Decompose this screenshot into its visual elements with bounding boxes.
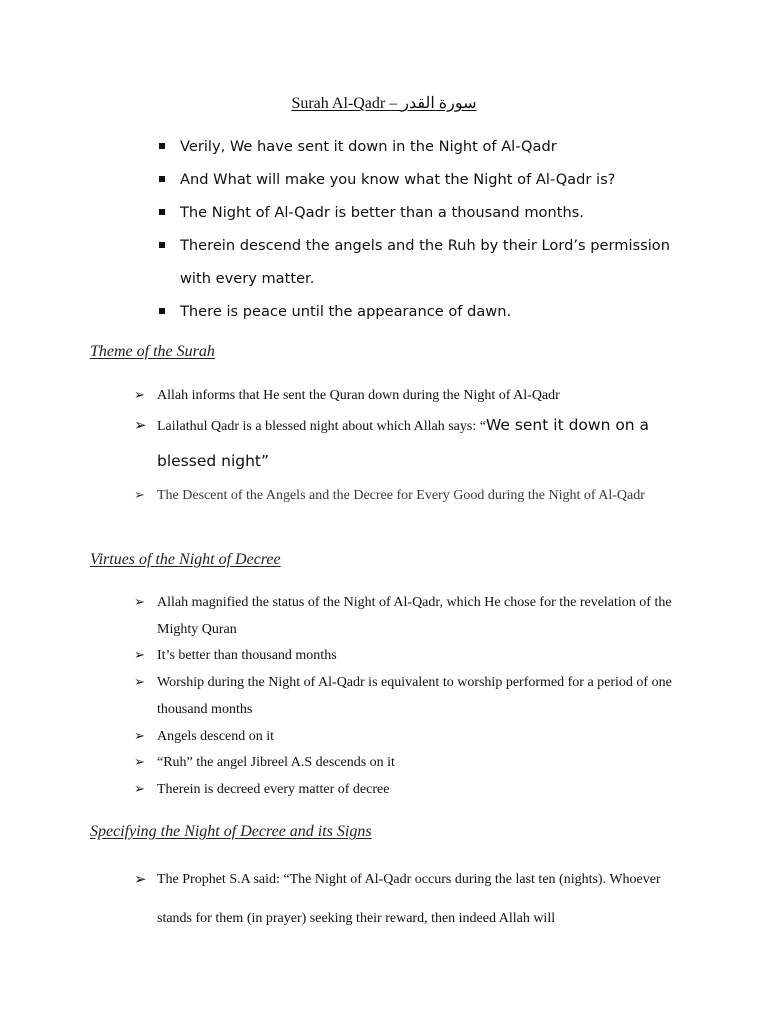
verse-item <box>158 130 698 163</box>
verse-list <box>158 130 698 328</box>
arrow-bullet-icon: ➢ <box>134 781 145 797</box>
arrow-bullet-icon: ➢ <box>134 488 145 503</box>
arrow-bullet-icon: ➢ <box>134 595 145 610</box>
arrow-bullet-icon: ➢ <box>134 755 145 771</box>
theme-list <box>134 384 694 509</box>
virtues-list <box>134 590 694 804</box>
list-item-text: The Prophet S.A said: “The Night of Al-Qadr occurs during the last ten (nights). Whoever stands for them (in prayer) seeking their reward, then indeed Allah will <box>157 872 661 926</box>
list-item <box>134 482 694 509</box>
list-item <box>134 860 694 938</box>
list-item <box>134 643 694 670</box>
arrow-bullet-icon: ➢ <box>134 416 147 434</box>
list-item-text: Allah informs that He sent the Quran down during the Night of Al-Qadr <box>157 388 560 403</box>
verse-item <box>158 196 698 229</box>
verse-text: Therein descend the angels and the Ruh by their Lord’s permission with every matter. <box>180 237 670 287</box>
section-heading-theme: Theme of the Surah <box>90 343 215 360</box>
list-item-text: The Descent of the Angels and the Decree for Every Good during the Night of Al-Qadr <box>157 488 645 503</box>
title-text: Surah Al-Qadr – <box>291 95 402 112</box>
list-item-emphasis: We sent it down on a blessed night” <box>157 416 650 470</box>
verse-text: There is peace until the appearance of dawn. <box>180 303 512 320</box>
verse-text: The Night of Al-Qadr is better than a thousand months. <box>180 204 584 221</box>
list-item-text: Lailathul Qadr is a blessed night about which Allah says: “ <box>157 419 486 434</box>
list-item <box>134 724 694 751</box>
arrow-bullet-icon: ➢ <box>134 388 145 403</box>
list-item-text: Allah magnified the status of the Night of Al-Qadr, which He chose for the revelation of the Mighty Quran <box>157 595 672 637</box>
arrow-bullet-icon: ➢ <box>134 675 145 691</box>
verse-text: And What will make you know what the Night of Al-Qadr is? <box>180 171 616 188</box>
list-item <box>134 408 694 480</box>
arrow-bullet-icon: ➢ <box>134 728 145 744</box>
list-item <box>134 750 694 777</box>
list-item-text: Angels descend on it <box>157 728 275 744</box>
section-heading-virtues: Virtues of the Night of Decree <box>90 551 281 568</box>
verse-item <box>158 163 698 196</box>
signs-list <box>134 860 694 938</box>
title-arabic: سورة القدر <box>401 95 477 112</box>
page-title <box>0 94 768 114</box>
list-item-text: Therein is decreed every matter of decree <box>157 781 390 797</box>
list-item <box>134 777 694 804</box>
list-item <box>134 590 694 643</box>
list-item-text: “Ruh” the angel Jibreel A.S descends on it <box>157 755 395 771</box>
verse-item <box>158 295 698 328</box>
list-item <box>134 384 694 408</box>
arrow-bullet-icon: ➢ <box>134 870 147 888</box>
verse-text: Verily, We have sent it down in the Night of Al-Qadr <box>180 138 557 155</box>
list-item <box>134 670 694 723</box>
list-item-text: Worship during the Night of Al-Qadr is equivalent to worship performed for a period of one thousand months <box>157 675 672 717</box>
section-heading-signs: Specifying the Night of Decree and its Signs <box>90 823 372 840</box>
arrow-bullet-icon: ➢ <box>134 648 145 664</box>
verse-item <box>158 229 698 295</box>
list-item-text: It’s better than thousand months <box>157 648 337 664</box>
